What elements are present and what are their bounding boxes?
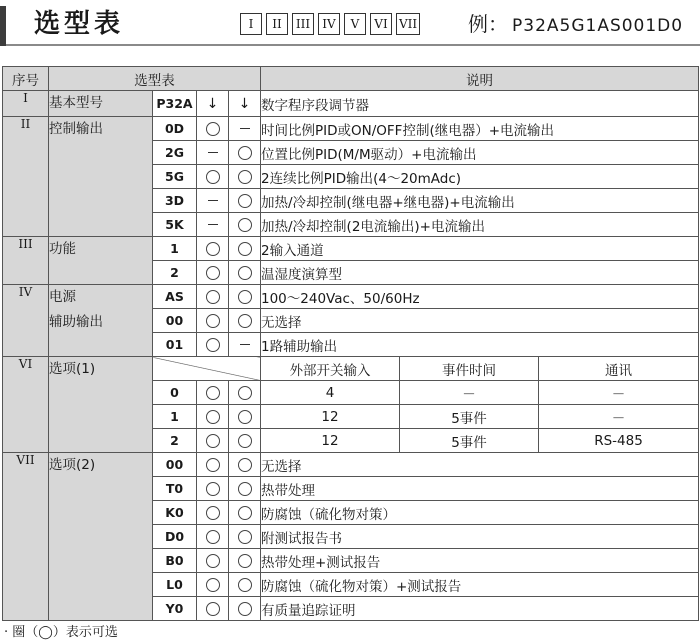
code-box: VI (370, 13, 392, 35)
option-circle-icon (206, 410, 220, 424)
mark-cell (197, 117, 229, 141)
header (0, 0, 700, 50)
option-circle-icon (238, 146, 252, 160)
model-code: T0 (153, 477, 197, 501)
option-circle-icon (206, 434, 220, 448)
option-circle-icon (238, 530, 252, 544)
code-legend (240, 13, 420, 37)
mark-cell (197, 91, 229, 117)
description: 加热/冷却控制(2电流输出)+电流输出 (261, 213, 699, 237)
mark-cell (229, 453, 261, 477)
switch-input-value: 4 (261, 381, 400, 405)
sub-header-cell: 通讯 (539, 357, 699, 381)
option-circle-icon (206, 170, 220, 184)
event-time-value: 5事件 (400, 405, 539, 429)
mark-cell (229, 429, 261, 453)
option-circle-icon (238, 242, 252, 256)
option-circle-icon (238, 218, 252, 232)
model-code: B0 (153, 549, 197, 573)
model-code: 2G (153, 141, 197, 165)
model-code: Y0 (153, 597, 197, 621)
title-underline (6, 44, 700, 46)
option-circle-icon (206, 290, 220, 304)
group-name: 选项(1) (49, 357, 153, 453)
group-num: I (3, 91, 49, 117)
option-circle-icon (238, 170, 252, 184)
option-circle-icon (238, 578, 252, 592)
sub-header-cell: 外部开关输入 (261, 357, 400, 381)
group-num: VII (3, 453, 49, 621)
diagonal-cell (153, 357, 261, 381)
mark-cell (229, 117, 261, 141)
model-code: 3D (153, 189, 197, 213)
description: 热带处理+测试报告 (261, 549, 699, 573)
description: 热带处理 (261, 477, 699, 501)
table-header-row (3, 67, 699, 91)
mark-cell (197, 525, 229, 549)
group-name-line: 电源 (49, 289, 76, 305)
code-box: I (240, 13, 262, 35)
mark-cell (229, 573, 261, 597)
description: 位置比例PID(M/M驱动）+电流输出 (261, 141, 699, 165)
comm-value: RS-485 (539, 429, 699, 453)
mark-cell (197, 165, 229, 189)
description: 防腐蚀（硫化物对策） (261, 501, 699, 525)
footnote: · 圈（◯）表示可选 (4, 625, 118, 640)
group-name-line: 辅助输出 (49, 314, 103, 330)
group-name: 基本型号 (49, 91, 153, 117)
down-arrow-icon: ↓ (238, 95, 251, 112)
code-box: IV (318, 13, 340, 35)
mark-cell (229, 91, 261, 117)
option-circle-icon (206, 530, 220, 544)
event-time-value: － (400, 381, 539, 405)
option-circle-icon (238, 194, 252, 208)
description: 无选择 (261, 309, 699, 333)
option-circle-icon (238, 386, 252, 400)
description: 附测试报告书 (261, 525, 699, 549)
code-box: VII (396, 13, 420, 35)
switch-input-value: 12 (261, 429, 400, 453)
mark-cell (197, 285, 229, 309)
option-circle-icon (206, 122, 220, 136)
option-circle-icon (206, 578, 220, 592)
model-code: 1 (153, 405, 197, 429)
option-circle-icon (238, 434, 252, 448)
model-code: 0D (153, 117, 197, 141)
description: 2连续比例PID输出(4～20mAdc) (261, 165, 699, 189)
model-code: P32A (153, 91, 197, 117)
sub-header-cell: 事件时间 (400, 357, 539, 381)
code-box: II (266, 13, 288, 35)
mark-cell (197, 189, 229, 213)
comm-value: － (539, 381, 699, 405)
mark-cell (229, 525, 261, 549)
model-code: L0 (153, 573, 197, 597)
table-body (3, 91, 699, 621)
group-name: 控制输出 (49, 117, 153, 237)
option-circle-icon (206, 386, 220, 400)
description: 无选择 (261, 453, 699, 477)
mark-cell (229, 477, 261, 501)
option-circle-icon (206, 314, 220, 328)
description: 100～240Vac、50/60Hz (261, 285, 699, 309)
table-row (3, 285, 699, 309)
group-num: IV (3, 285, 49, 357)
option-circle-icon (238, 602, 252, 616)
option-circle-icon (238, 314, 252, 328)
table-row (3, 117, 699, 141)
mark-cell (229, 381, 261, 405)
description: 防腐蚀（硫化物对策）+测试报告 (261, 573, 699, 597)
option-circle-icon (206, 506, 220, 520)
sub-header-row (3, 357, 699, 381)
option-circle-icon (238, 506, 252, 520)
mark-cell (197, 261, 229, 285)
title-accent-bar (0, 6, 6, 46)
option-circle-icon (238, 458, 252, 472)
mark-cell (229, 261, 261, 285)
mark-cell (229, 501, 261, 525)
model-code: 0 (153, 381, 197, 405)
code-box: III (292, 13, 314, 35)
mark-cell (197, 405, 229, 429)
option-circle-icon (206, 602, 220, 616)
not-available-dash-icon (240, 128, 250, 129)
example-code (468, 10, 683, 40)
mark-cell (197, 597, 229, 621)
header-num: 序号 (3, 67, 49, 91)
model-code: D0 (153, 525, 197, 549)
description: 1路辅助输出 (261, 333, 699, 357)
not-available-dash-icon (240, 344, 250, 345)
mark-cell (197, 381, 229, 405)
mark-cell (197, 453, 229, 477)
group-name (49, 285, 153, 357)
mark-cell (229, 189, 261, 213)
mark-cell (197, 429, 229, 453)
header-select: 选型表 (49, 67, 261, 91)
mark-cell (197, 213, 229, 237)
mark-cell (197, 573, 229, 597)
model-code: 5G (153, 165, 197, 189)
header-desc: 说明 (261, 67, 699, 91)
option-circle-icon (206, 482, 220, 496)
option-circle-icon (238, 410, 252, 424)
option-circle-icon (238, 290, 252, 304)
model-code: K0 (153, 501, 197, 525)
mark-cell (197, 477, 229, 501)
code-box: V (344, 13, 366, 35)
table-row (3, 237, 699, 261)
mark-cell (229, 165, 261, 189)
option-circle-icon (238, 266, 252, 280)
description: 数字程序段调节器 (261, 91, 699, 117)
group-name: 选项(2) (49, 453, 153, 621)
description: 有质量追踪证明 (261, 597, 699, 621)
model-code: 2 (153, 429, 197, 453)
mark-cell (229, 597, 261, 621)
description: 2输入通道 (261, 237, 699, 261)
option-circle-icon (206, 338, 220, 352)
mark-cell (229, 309, 261, 333)
table-row (3, 91, 699, 117)
not-available-dash-icon (208, 224, 218, 225)
option-circle-icon (206, 458, 220, 472)
group-num: II (3, 117, 49, 237)
description: 加热/冷却控制(继电器+继电器)+电流输出 (261, 189, 699, 213)
mark-cell (229, 405, 261, 429)
model-code: 00 (153, 309, 197, 333)
option-circle-icon (206, 242, 220, 256)
not-available-dash-icon (208, 200, 218, 201)
mark-cell (229, 549, 261, 573)
mark-cell (197, 501, 229, 525)
option-circle-icon (238, 554, 252, 568)
mark-cell (197, 309, 229, 333)
comm-value: － (539, 405, 699, 429)
mark-cell (229, 285, 261, 309)
model-code: 2 (153, 261, 197, 285)
model-code: 01 (153, 333, 197, 357)
description: 时间比例PID或ON/OFF控制(继电器）+电流输出 (261, 117, 699, 141)
mark-cell (197, 237, 229, 261)
example-label: 例： (468, 12, 508, 36)
mark-cell (229, 141, 261, 165)
mark-cell (197, 141, 229, 165)
group-num: VI (3, 357, 49, 453)
option-circle-icon (206, 554, 220, 568)
down-arrow-icon: ↓ (206, 95, 219, 112)
option-circle-icon (238, 482, 252, 496)
switch-input-value: 12 (261, 405, 400, 429)
model-code: AS (153, 285, 197, 309)
description: 温湿度演算型 (261, 261, 699, 285)
mark-cell (197, 549, 229, 573)
table-row (3, 453, 699, 477)
group-name: 功能 (49, 237, 153, 285)
example-value: P32A5G1AS001D0 (512, 16, 684, 36)
group-num: III (3, 237, 49, 285)
mark-cell (229, 333, 261, 357)
selection-table (2, 66, 699, 621)
not-available-dash-icon (208, 152, 218, 153)
option-circle-icon (206, 266, 220, 280)
model-code: 5K (153, 213, 197, 237)
mark-cell (197, 333, 229, 357)
mark-cell (229, 213, 261, 237)
model-code: 00 (153, 453, 197, 477)
event-time-value: 5事件 (400, 429, 539, 453)
model-code: 1 (153, 237, 197, 261)
page-title: 选型表 (34, 9, 125, 39)
mark-cell (229, 237, 261, 261)
